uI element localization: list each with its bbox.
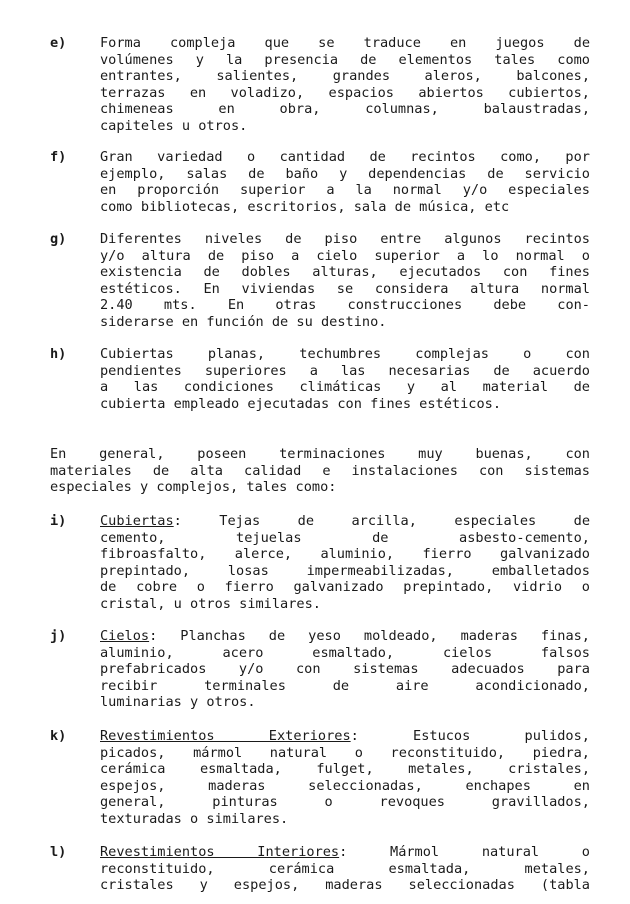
text-line: Gran variedad o cantidad de recintos como, por (100, 149, 590, 165)
text-line: cubierta empleado ejecutadas con fines estéticos. (100, 395, 502, 412)
item-text (100, 231, 590, 331)
text-line: cemento, tejuelas de asbesto-cemento, (100, 529, 590, 546)
item-term-rest: : Estucos pulidos, (350, 728, 590, 744)
text-line: cristal, u otros similares. (100, 595, 321, 612)
item-label: e) (50, 35, 67, 51)
text-line: cerámica esmaltada, fulget, metales, cristales, (100, 761, 590, 778)
item-term-rest: : Mármol natural o (339, 844, 590, 860)
list-item-k (50, 728, 590, 828)
item-label: f) (50, 149, 67, 165)
text-line: especiales y complejos, tales como: (50, 479, 337, 496)
item-term: Cubiertas (100, 513, 174, 529)
text-line: prepintado, losas impermeabilizadas, emballetados (100, 562, 590, 579)
item-text (100, 35, 590, 135)
text-line: materiales de alta calidad e instalaciones con sistemas (50, 462, 590, 479)
text-line: como bibliotecas, escritorios, sala de música, etc (100, 198, 510, 215)
item-text (100, 628, 590, 711)
text-line: reconstituido, cerámica esmaltada, metales, (100, 860, 590, 877)
text-line: espejos, maderas seleccionadas, enchapes en (100, 777, 590, 794)
text-line: luminarias y otros. (100, 694, 256, 711)
item-label: h) (50, 346, 67, 362)
item-term-rest: : Planchas de yeso moldeado, maderas finas, (149, 628, 590, 644)
text-line: estéticos. En viviendas se considera altura normal (100, 280, 590, 297)
item-term: Cielos (100, 628, 150, 644)
item-text (100, 844, 590, 894)
item-term-rest: : Tejas de arcilla, especiales de (173, 513, 590, 529)
text-line: pendientes superiores a las necesarias de acuerdo (100, 362, 590, 379)
text-line: siderarse en función de su destino. (100, 313, 387, 330)
text-line (100, 728, 590, 745)
text-line: existencia de dobles alturas, ejecutados con fines (100, 264, 590, 281)
item-text (100, 346, 590, 412)
text-line: ejemplo, salas de baño y dependencias de servicio (100, 165, 590, 182)
text-line: terrazas en voladizo, espacios abiertos cubiertos, (100, 84, 590, 101)
item-label: k) (50, 728, 67, 744)
text-line: a las condiciones climáticas y al material de (100, 379, 590, 396)
text-line: de cobre o fierro galvanizado prepintado, vidrio o (100, 579, 590, 596)
text-line: cristales y espejos, maderas seleccionadas (tabla (100, 877, 590, 894)
item-label: g) (50, 231, 67, 247)
item-text (100, 513, 590, 613)
text-line (100, 628, 590, 645)
general-paragraph (50, 446, 590, 496)
text-line: en proporción superior a la normal y/o especiales (100, 182, 590, 199)
list-item-g (50, 231, 590, 331)
item-term: Revestimientos Interiores (100, 844, 340, 860)
text-line: prefabricados y/o con sistemas adecuados para (100, 661, 590, 678)
text-line (100, 513, 590, 530)
item-term: Revestimientos Exteriores (100, 728, 351, 744)
text-line: picados, mármol natural o reconstituido, piedra, (100, 744, 590, 761)
text-line: aluminio, acero esmaltado, cielos falsos (100, 644, 590, 661)
text-line: Diferentes niveles de piso entre algunos recintos (100, 231, 590, 247)
item-label: i) (50, 513, 67, 529)
list-item-j (50, 628, 590, 711)
text-line: 2.40 mts. En otras construcciones debe con- (100, 297, 590, 314)
text-line: y/o altura de piso a cielo superior a lo normal o (100, 247, 590, 264)
text-line: recibir terminales de aire acondicionado, (100, 677, 590, 694)
text-line (100, 844, 590, 861)
text-line: entrantes, salientes, grandes aleros, balcones, (100, 68, 590, 85)
text-line: En general, poseen terminaciones muy buenas, con (50, 446, 590, 462)
text-line: chimeneas en obra, columnas, balaustradas, (100, 101, 590, 118)
list-item-f (50, 149, 590, 215)
text-line: fibroasfalto, alerce, aluminio, fierro galvanizado (100, 546, 590, 563)
text-line: capiteles u otros. (100, 117, 248, 134)
text-line: texturadas o similares. (100, 810, 289, 827)
text-line: Cubiertas planas, techumbres complejas o con (100, 346, 590, 362)
list-item-e (50, 35, 590, 135)
text-line: Forma compleja que se traduce en juegos de (100, 35, 590, 51)
list-item-l (50, 844, 590, 894)
text-line: volúmenes y la presencia de elementos tales como (100, 51, 590, 68)
list-item-i (50, 513, 590, 613)
item-label: l) (50, 844, 67, 860)
item-label: j) (50, 628, 67, 644)
item-text (100, 149, 590, 215)
item-text (100, 728, 590, 828)
list-item-h (50, 346, 590, 412)
text-line: general, pinturas o revoques gravillados, (100, 794, 590, 811)
